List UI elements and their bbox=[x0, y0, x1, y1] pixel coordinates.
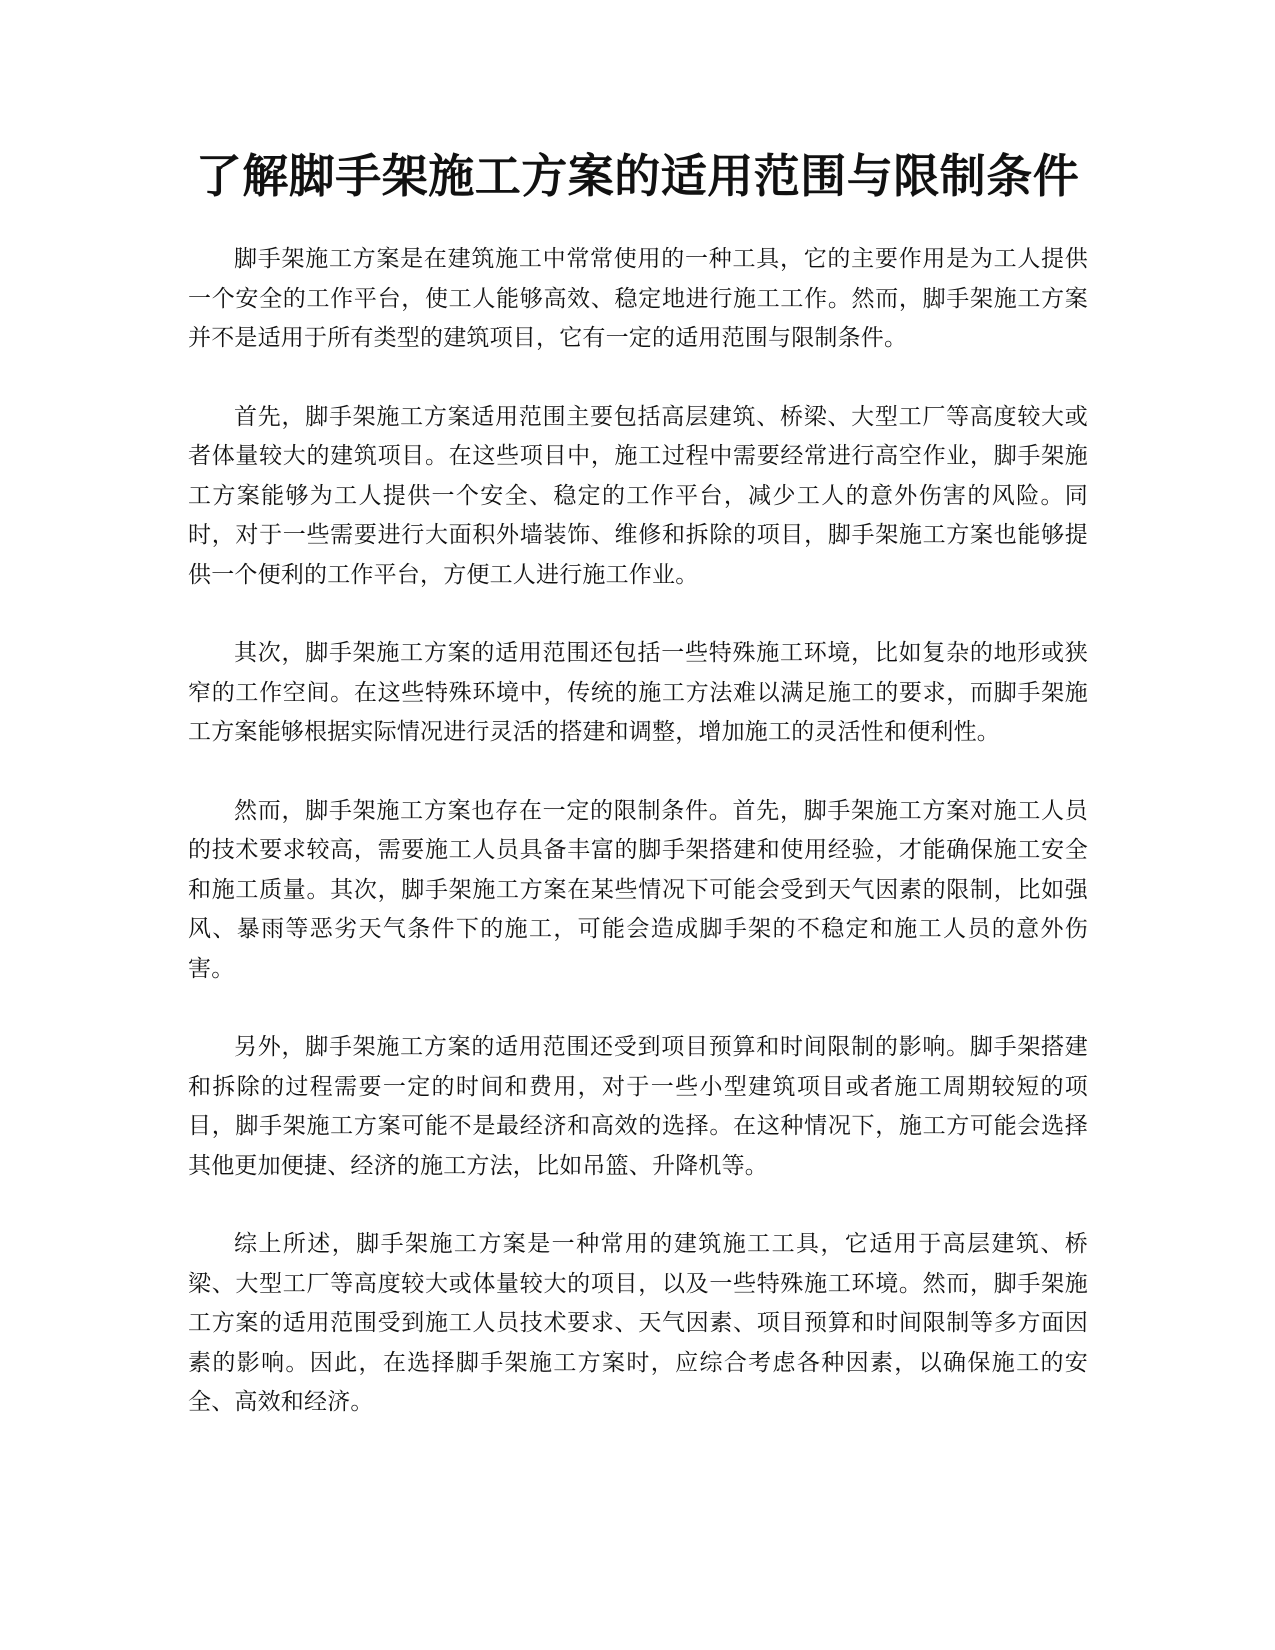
document-title: 了解脚手架施工方案的适用范围与限制条件 bbox=[195, 149, 1080, 203]
paragraph-3: 其次，脚手架施工方案的适用范围还包括一些特殊施工环境，比如复杂的地形或狭窄的工作空间。在这些特殊环境中，传统的施工方法难以满足施工的要求，而脚手架施工方案能够根据实际情况进行灵活的搭建和调整，增加施工的灵活性和便利性。 bbox=[188, 640, 1088, 745]
paragraph-4: 然而，脚手架施工方案也存在一定的限制条件。首先，脚手架施工方案对施工人员的技术要求较高，需要施工人员具备丰富的脚手架搭建和使用经验，才能确保施工安全和施工质量。其次，脚手架施工方案在某些情况下可能会受到天气因素的限制，比如强风、暴雨等恶劣天气条件下的施工，可能会造成脚手架的不稳定和施工人员的意外伤害。 bbox=[188, 797, 1088, 982]
paragraph-1: 脚手架施工方案是在建筑施工中常常使用的一种工具，它的主要作用是为工人提供一个安全的工作平台，使工人能够高效、稳定地进行施工工作。然而，脚手架施工方案并不是适用于所有类型的建筑项目，它有一定的适用范围与限制条件。 bbox=[188, 246, 1088, 351]
paragraph-6: 综上所述，脚手架施工方案是一种常用的建筑施工工具，它适用于高层建筑、桥梁、大型工厂等高度较大或体量较大的项目，以及一些特殊施工环境。然而，脚手架施工方案的适用范围受到施工人员技术要求、天气因素、项目预算和时间限制等多方面因素的影响。因此，在选择脚手架施工方案时，应综合考虑各种因素，以确保施工的安全、高效和经济。 bbox=[188, 1231, 1088, 1415]
paragraph-5: 另外，脚手架施工方案的适用范围还受到项目预算和时间限制的影响。脚手架搭建和拆除的过程需要一定的时间和费用，对于一些小型建筑项目或者施工周期较短的项目，脚手架施工方案可能不是最经济和高效的选择。在这种情况下，施工方可能会选择其他更加便捷、经济的施工方法，比如吊篮、升降机等。 bbox=[188, 1034, 1088, 1179]
paragraph-2: 首先，脚手架施工方案适用范围主要包括高层建筑、桥梁、大型工厂等高度较大或者体量较大的建筑项目。在这些项目中，施工过程中需要经常进行高空作业，脚手架施工方案能够为工人提供一个安全、稳定的工作平台，减少工人的意外伤害的风险。同时，对于一些需要进行大面积外墙装饰、维修和拆除的项目，脚手架施工方案也能够提供一个便利的工作平台，方便工人进行施工作业。 bbox=[188, 403, 1088, 588]
document-body bbox=[188, 240, 1088, 1462]
